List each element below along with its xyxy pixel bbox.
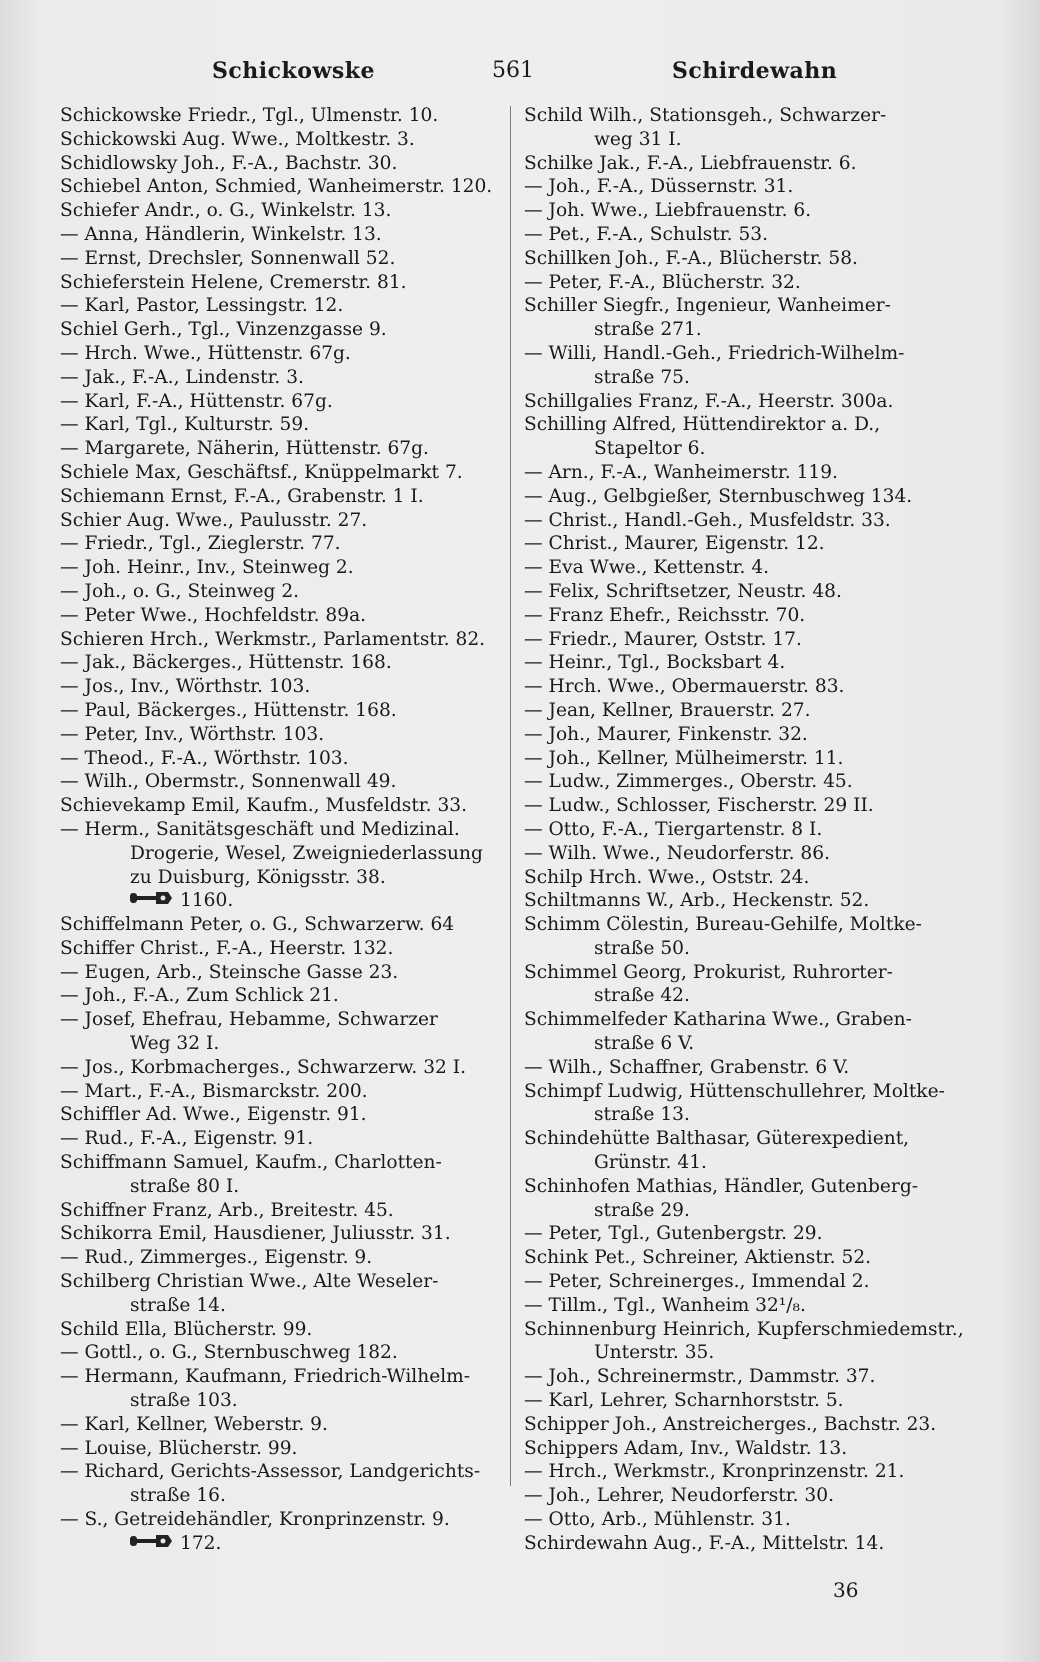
directory-entry-line: [524, 1365, 962, 1389]
entry-text: — Arn., F.-A., Wanheimerstr. 119.: [524, 461, 838, 483]
directory-entry-line: [524, 604, 962, 628]
directory-entry-line: [60, 1460, 496, 1484]
entry-text: — Friedr., Maurer, Oststr. 17.: [524, 628, 802, 650]
directory-entry-line: [524, 794, 962, 818]
entry-text: — Willi, Handl.-Geh., Friedrich-Wilhelm-: [524, 342, 905, 364]
directory-entry-line: [60, 984, 496, 1008]
entry-text: — Peter, F.-A., Blücherstr. 32.: [524, 271, 801, 293]
directory-entry-line: [60, 532, 496, 556]
directory-entry-line: [524, 1508, 962, 1532]
directory-entry-line: [60, 104, 496, 128]
directory-entry-line: [60, 580, 496, 604]
directory-entry-line: [524, 152, 962, 176]
entry-text: Schinnenburg Heinrich, Kupferschmiedemstr.,: [524, 1318, 964, 1340]
entry-text: Schilp Hrch. Wwe., Oststr. 24.: [524, 866, 810, 888]
directory-entry-line: [524, 390, 962, 414]
entry-text: Schipper Joh., Anstreicherges., Bachstr. 23.: [524, 1413, 937, 1435]
entry-text: — Jak., Bäckerges., Hüttenstr. 168.: [60, 652, 392, 674]
directory-entry-line: [524, 913, 962, 937]
entry-text: Schiffer Christ., F.-A., Heerstr. 132.: [60, 937, 394, 959]
directory-entry-line: [60, 1199, 496, 1223]
directory-entry-line: [60, 366, 496, 390]
entry-text: Schink Pet., Schreiner, Aktienstr. 52.: [524, 1247, 872, 1269]
directory-entry-line: [60, 1508, 496, 1532]
entry-text: Schidlowsky Joh., F.-A., Bachstr. 30.: [60, 152, 398, 174]
entry-text: — Christ., Maurer, Eigenstr. 12.: [524, 533, 825, 555]
entry-text: 172.: [180, 1532, 222, 1554]
entry-text: Schimmel Georg, Prokurist, Ruhrorter-: [524, 961, 893, 983]
entry-text: Schickowski Aug. Wwe., Moltkestr. 3.: [60, 128, 415, 150]
directory-entry-line: [524, 818, 962, 842]
left-column: [60, 104, 496, 1556]
entry-text: Weg 32 I.: [130, 1033, 220, 1055]
directory-entry-line: [524, 366, 962, 390]
header-first-entry: Schickowske: [212, 58, 376, 84]
directory-entry-line: [524, 1127, 962, 1151]
entry-text: — Joh., Kellner, Mülheimerstr. 11.: [524, 747, 844, 769]
telephone-icon: [130, 1532, 174, 1556]
directory-entry-line: [524, 1175, 962, 1199]
entry-text: Schiele Max, Geschäftsf., Knüppelmarkt 7.: [60, 461, 463, 483]
directory-entry-line: [60, 1484, 496, 1508]
directory-entry-line: [524, 1294, 962, 1318]
entry-text: — Otto, F.-A., Tiergartenstr. 8 I.: [524, 818, 823, 840]
entry-text: Schiller Siegfr., Ingenieur, Wanheimer-: [524, 295, 891, 317]
directory-entry-line: [524, 318, 962, 342]
entry-text: — Paul, Bäckerges., Hüttenstr. 168.: [60, 699, 397, 721]
directory-entry-line: [60, 318, 496, 342]
directory-entry-line: [524, 271, 962, 295]
entry-text: Schickowske Friedr., Tgl., Ulmenstr. 10.: [60, 105, 439, 126]
directory-entry-line: [524, 866, 962, 890]
entry-text: straße 6 V.: [594, 1033, 695, 1055]
directory-entry-line: [60, 889, 496, 913]
directory-entry-line: [60, 604, 496, 628]
entry-text: — Joh., F.-A., Zum Schlick 21.: [60, 985, 339, 1007]
directory-entry-line: [60, 509, 496, 533]
directory-entry-line: [524, 1484, 962, 1508]
directory-entry-line: [60, 390, 496, 414]
entry-text: Schippers Adam, Inv., Waldstr. 13.: [524, 1437, 848, 1459]
entry-text: straße 103.: [130, 1390, 238, 1412]
entry-text: — Peter Wwe., Hochfeldstr. 89a.: [60, 604, 367, 626]
directory-entry-line: [60, 294, 496, 318]
directory-entry-line: [524, 104, 962, 128]
entry-text: straße 271.: [594, 319, 702, 341]
entry-text: Schinhofen Mathias, Händler, Gutenberg-: [524, 1175, 919, 1197]
entry-text: — Joh., o. G., Steinweg 2.: [60, 580, 300, 602]
directory-entry-line: [60, 1151, 496, 1175]
entry-text: — Ludw., Zimmerges., Oberstr. 45.: [524, 771, 853, 793]
directory-entry-line: [524, 937, 962, 961]
directory-entry-line: [524, 556, 962, 580]
directory-entry-line: [60, 247, 496, 271]
entry-text: Unterstr. 35.: [594, 1342, 715, 1364]
directory-entry-line: [60, 675, 496, 699]
directory-entry-line: [524, 437, 962, 461]
entry-text: — Gottl., o. G., Sternbuschweg 182.: [60, 1342, 398, 1364]
entry-text: — Mart., F.-A., Bismarckstr. 200.: [60, 1080, 368, 1102]
entry-text: Schild Ella, Blücherstr. 99.: [60, 1318, 313, 1340]
entry-text: — Theod., F.-A., Wörthstr. 103.: [60, 747, 349, 769]
entry-text: Schikorra Emil, Hausdiener, Juliusstr. 31.: [60, 1223, 451, 1245]
entry-text: — Jean, Kellner, Brauerstr. 27.: [524, 699, 811, 721]
directory-entry-line: [60, 128, 496, 152]
directory-entry-line: [60, 723, 496, 747]
entry-text: straße 42.: [594, 985, 690, 1007]
entry-text: — Heinr., Tgl., Bocksbart 4.: [524, 652, 786, 674]
directory-entry-line: [524, 1460, 962, 1484]
header-last-entry: Schirdewahn: [672, 58, 838, 84]
entry-text: — Tillm., Tgl., Wanheim 32¹/₈.: [524, 1294, 806, 1316]
entry-text: Schiffmann Samuel, Kaufm., Charlotten-: [60, 1152, 442, 1174]
directory-entry-line: [524, 580, 962, 604]
entry-text: — Anna, Händlerin, Winkelstr. 13.: [60, 223, 382, 245]
directory-entry-line: [60, 556, 496, 580]
directory-entry-line: [60, 866, 496, 890]
directory-entry-line: [60, 699, 496, 723]
entry-text: Drogerie, Wesel, Zweigniederlassung: [130, 842, 483, 864]
directory-entry-line: [524, 461, 962, 485]
directory-entry-line: [60, 1175, 496, 1199]
entry-text: straße 75.: [594, 366, 690, 388]
directory-entry-line: [60, 342, 496, 366]
entry-text: — Hrch. Wwe., Obermauerstr. 83.: [524, 676, 845, 698]
entry-text: straße 13.: [594, 1104, 690, 1126]
directory-entry-line: [60, 1341, 496, 1365]
entry-text: — Karl, F.-A., Hüttenstr. 67g.: [60, 390, 333, 412]
directory-entry-line: [60, 413, 496, 437]
directory-entry-line: [60, 747, 496, 771]
entry-text: Stapeltor 6.: [594, 438, 706, 460]
entry-text: — Eugen, Arb., Steinsche Gasse 23.: [60, 961, 399, 983]
entry-text: — Franz Ehefr., Reichsstr. 70.: [524, 604, 806, 626]
entry-text: Schieren Hrch., Werkmstr., Parlamentstr. 82.: [60, 628, 486, 650]
directory-entry-line: [524, 675, 962, 699]
entry-text: — Rud., Zimmerges., Eigenstr. 9.: [60, 1247, 373, 1269]
entry-text: straße 16.: [130, 1485, 226, 1507]
entry-text: Schievekamp Emil, Kaufm., Musfeldstr. 33.: [60, 795, 468, 817]
directory-entry-line: [60, 651, 496, 675]
directory-entry-line: [524, 961, 962, 985]
entry-text: Schiefer Andr., o. G., Winkelstr. 13.: [60, 200, 392, 222]
entry-text: — Hrch., Werkmstr., Kronprinzenstr. 21.: [524, 1461, 905, 1483]
directory-entry-line: [524, 1222, 962, 1246]
directory-entry-line: [524, 294, 962, 318]
directory-entry-line: [60, 1246, 496, 1270]
directory-entry-line: [60, 1222, 496, 1246]
entry-text: — Otto, Arb., Mühlenstr. 31.: [524, 1509, 791, 1531]
entry-text: — Rud., F.-A., Eigenstr. 91.: [60, 1128, 314, 1150]
directory-entry-line: [524, 1032, 962, 1056]
entry-text: — Karl, Kellner, Weberstr. 9.: [60, 1413, 328, 1435]
directory-entry-line: [524, 342, 962, 366]
entry-text: — Christ., Handl.-Geh., Musfeldstr. 33.: [524, 509, 891, 531]
directory-entry-line: [60, 794, 496, 818]
entry-text: — Jak., F.-A., Lindenstr. 3.: [60, 366, 304, 388]
directory-entry-line: [524, 889, 962, 913]
entry-text: weg 31 I.: [594, 128, 682, 150]
directory-entry-line: [60, 223, 496, 247]
directory-entry-line: [60, 152, 496, 176]
directory-entry-line: [60, 1532, 496, 1556]
entry-text: — Jos., Korbmacherges., Schwarzerw. 32 I.: [60, 1056, 467, 1078]
entry-text: — Herm., Sanitätsgeschäft und Medizinal.: [60, 818, 460, 840]
directory-entry-line: [524, 770, 962, 794]
entry-text: Schiel Gerh., Tgl., Vinzenzgasse 9.: [60, 319, 387, 341]
directory-entry-line: [524, 1389, 962, 1413]
entry-text: zu Duisburg, Königsstr. 38.: [130, 866, 386, 888]
telephone-icon: [130, 889, 174, 913]
entry-text: — Wilh., Obermstr., Sonnenwall 49.: [60, 771, 397, 793]
directory-entry-line: [60, 1127, 496, 1151]
entry-text: Schild Wilh., Stationsgeh., Schwarzer-: [524, 105, 887, 126]
entry-text: — S., Getreidehändler, Kronprinzenstr. 9.: [60, 1509, 450, 1531]
directory-entry-line: [60, 842, 496, 866]
directory-entry-line: [524, 1270, 962, 1294]
directory-entry-line: [524, 1080, 962, 1104]
directory-entry-line: [524, 532, 962, 556]
entry-text: Schimm Cölestin, Bureau-Gehilfe, Moltke-: [524, 914, 922, 936]
directory-entry-line: [524, 509, 962, 533]
entry-text: — Josef, Ehefrau, Hebamme, Schwarzer: [60, 1009, 438, 1031]
entry-text: — Wilh., Schaffner, Grabenstr. 6 V.: [524, 1056, 850, 1078]
directory-entry-line: [60, 1270, 496, 1294]
directory-entry-line: [524, 1199, 962, 1223]
directory-entry-line: [60, 1008, 496, 1032]
entry-text: — Joh., Lehrer, Neudorferstr. 30.: [524, 1485, 835, 1507]
entry-text: straße 50.: [594, 937, 690, 959]
entry-text: Schiebel Anton, Schmied, Wanheimerstr. 120.: [60, 176, 493, 198]
entry-text: — Aug., Gelbgießer, Sternbuschweg 134.: [524, 485, 913, 507]
directory-entry-line: [60, 628, 496, 652]
directory-entry-line: [60, 175, 496, 199]
directory-entry-line: [524, 247, 962, 271]
directory-entry-line: [60, 1294, 496, 1318]
directory-entry-line: [60, 199, 496, 223]
entry-text: — Wilh. Wwe., Neudorferstr. 86.: [524, 842, 830, 864]
directory-entry-line: [524, 1318, 962, 1342]
entry-text: Schieferstein Helene, Cremerstr. 81.: [60, 271, 407, 293]
entry-text: Schillgalies Franz, F.-A., Heerstr. 300a.: [524, 390, 894, 412]
directory-entry-line: [524, 1151, 962, 1175]
directory-entry-line: [60, 961, 496, 985]
entry-text: Schilling Alfred, Hüttendirektor a. D.,: [524, 414, 881, 436]
directory-entry-line: [524, 1413, 962, 1437]
entry-text: — Eva Wwe., Kettenstr. 4.: [524, 557, 770, 579]
directory-entry-line: [60, 770, 496, 794]
entry-text: Schimmelfeder Katharina Wwe., Graben-: [524, 1009, 912, 1031]
directory-entry-line: [60, 485, 496, 509]
directory-entry-line: [524, 1008, 962, 1032]
directory-entry-line: [524, 1532, 962, 1556]
entry-text: — Karl, Tgl., Kulturstr. 59.: [60, 414, 310, 436]
page-number: 561: [492, 58, 534, 83]
directory-entry-line: [524, 1056, 962, 1080]
entry-text: — Margarete, Näherin, Hüttenstr. 67g.: [60, 438, 429, 460]
entry-text: straße 29.: [594, 1199, 690, 1221]
entry-text: — Richard, Gerichts-Assessor, Landgerichts-: [60, 1461, 481, 1483]
entry-text: Schirdewahn Aug., F.-A., Mittelstr. 14.: [524, 1532, 885, 1554]
directory-entry-line: [60, 1389, 496, 1413]
entry-text: — Karl, Lehrer, Scharnhorststr. 5.: [524, 1390, 844, 1412]
directory-entry-line: [60, 913, 496, 937]
directory-entry-line: [60, 1103, 496, 1127]
entry-text: Schiffelmann Peter, o. G., Schwarzerw. 64: [60, 914, 455, 936]
entry-text: Schindehütte Balthasar, Güterexpedient,: [524, 1128, 910, 1150]
entry-text: — Friedr., Tgl., Zieglerstr. 77.: [60, 533, 341, 555]
entry-text: — Joh. Wwe., Liebfrauenstr. 6.: [524, 200, 812, 222]
directory-entry-line: [524, 1437, 962, 1461]
entry-text: Schiltmanns W., Arb., Heckenstr. 52.: [524, 890, 870, 912]
entry-text: — Joh., F.-A., Düssernstr. 31.: [524, 176, 794, 198]
entry-text: — Louise, Blücherstr. 99.: [60, 1437, 298, 1459]
directory-entry-line: [60, 1318, 496, 1342]
directory-entry-line: [60, 1413, 496, 1437]
entry-text: — Peter, Schreinerges., Immendal 2.: [524, 1271, 870, 1293]
directory-entry-line: [524, 723, 962, 747]
entry-text: — Karl, Pastor, Lessingstr. 12.: [60, 295, 344, 317]
right-column: [524, 104, 962, 1556]
entry-text: Schiemann Ernst, F.-A., Grabenstr. 1 I.: [60, 485, 424, 507]
directory-entry-line: [60, 1365, 496, 1389]
entry-text: Schilke Jak., F.-A., Liebfrauenstr. 6.: [524, 152, 857, 174]
entry-text: — Felix, Schriftsetzer, Neustr. 48.: [524, 580, 842, 602]
directory-entry-line: [524, 699, 962, 723]
entry-text: Schimpf Ludwig, Hüttenschullehrer, Moltke-: [524, 1080, 945, 1102]
entry-text: — Hermann, Kaufmann, Friedrich-Wilhelm-: [60, 1366, 471, 1388]
entry-text: — Ludw., Schlosser, Fischerstr. 29 II.: [524, 795, 874, 817]
directory-entry-line: [524, 747, 962, 771]
column-divider: [510, 106, 511, 1486]
page-header: [0, 58, 1040, 88]
entry-text: — Jos., Inv., Wörthstr. 103.: [60, 676, 311, 698]
directory-entry-line: [60, 461, 496, 485]
entry-text: — Pet., F.-A., Schulstr. 53.: [524, 223, 769, 245]
directory-entry-line: [60, 271, 496, 295]
entry-text: — Joh., Maurer, Finkenstr. 32.: [524, 723, 808, 745]
entry-text: Schilberg Christian Wwe., Alte Weseler-: [60, 1271, 439, 1293]
entry-text: straße 80 I.: [130, 1175, 240, 1197]
entry-text: Grünstr. 41.: [594, 1152, 707, 1174]
sheet-number: 36: [833, 1578, 859, 1602]
directory-entry-line: [524, 651, 962, 675]
entry-text: Schiffler Ad. Wwe., Eigenstr. 91.: [60, 1104, 367, 1126]
directory-entry-line: [60, 818, 496, 842]
entry-text: — Peter, Tgl., Gutenbergstr. 29.: [524, 1223, 823, 1245]
directory-entry-line: [524, 128, 962, 152]
entry-text: straße 14.: [130, 1294, 226, 1316]
directory-entry-line: [60, 1080, 496, 1104]
directory-entry-line: [524, 175, 962, 199]
directory-entry-line: [524, 223, 962, 247]
entry-text: Schier Aug. Wwe., Paulusstr. 27.: [60, 509, 368, 531]
entry-text: — Peter, Inv., Wörthstr. 103.: [60, 723, 325, 745]
directory-entry-line: [524, 842, 962, 866]
entry-text: — Joh. Heinr., Inv., Steinweg 2.: [60, 557, 354, 579]
directory-entry-line: [524, 413, 962, 437]
entry-text: 1160.: [180, 890, 234, 912]
directory-entry-line: [524, 1341, 962, 1365]
directory-entry-line: [60, 937, 496, 961]
directory-entry-line: [524, 628, 962, 652]
directory-entry-line: [60, 1056, 496, 1080]
entry-text: — Ernst, Drechsler, Sonnenwall 52.: [60, 247, 396, 269]
entry-text: Schillken Joh., F.-A., Blücherstr. 58.: [524, 247, 858, 269]
entry-text: Schiffner Franz, Arb., Breitestr. 45.: [60, 1199, 394, 1221]
directory-entry-line: [524, 199, 962, 223]
directory-entry-line: [60, 437, 496, 461]
directory-entry-line: [60, 1032, 496, 1056]
directory-entry-line: [524, 1246, 962, 1270]
directory-entry-line: [524, 485, 962, 509]
directory-entry-line: [60, 1437, 496, 1461]
entry-text: — Hrch. Wwe., Hüttenstr. 67g.: [60, 342, 351, 364]
directory-entry-line: [524, 1103, 962, 1127]
directory-entry-line: [524, 984, 962, 1008]
entry-text: — Joh., Schreinermstr., Dammstr. 37.: [524, 1366, 876, 1388]
